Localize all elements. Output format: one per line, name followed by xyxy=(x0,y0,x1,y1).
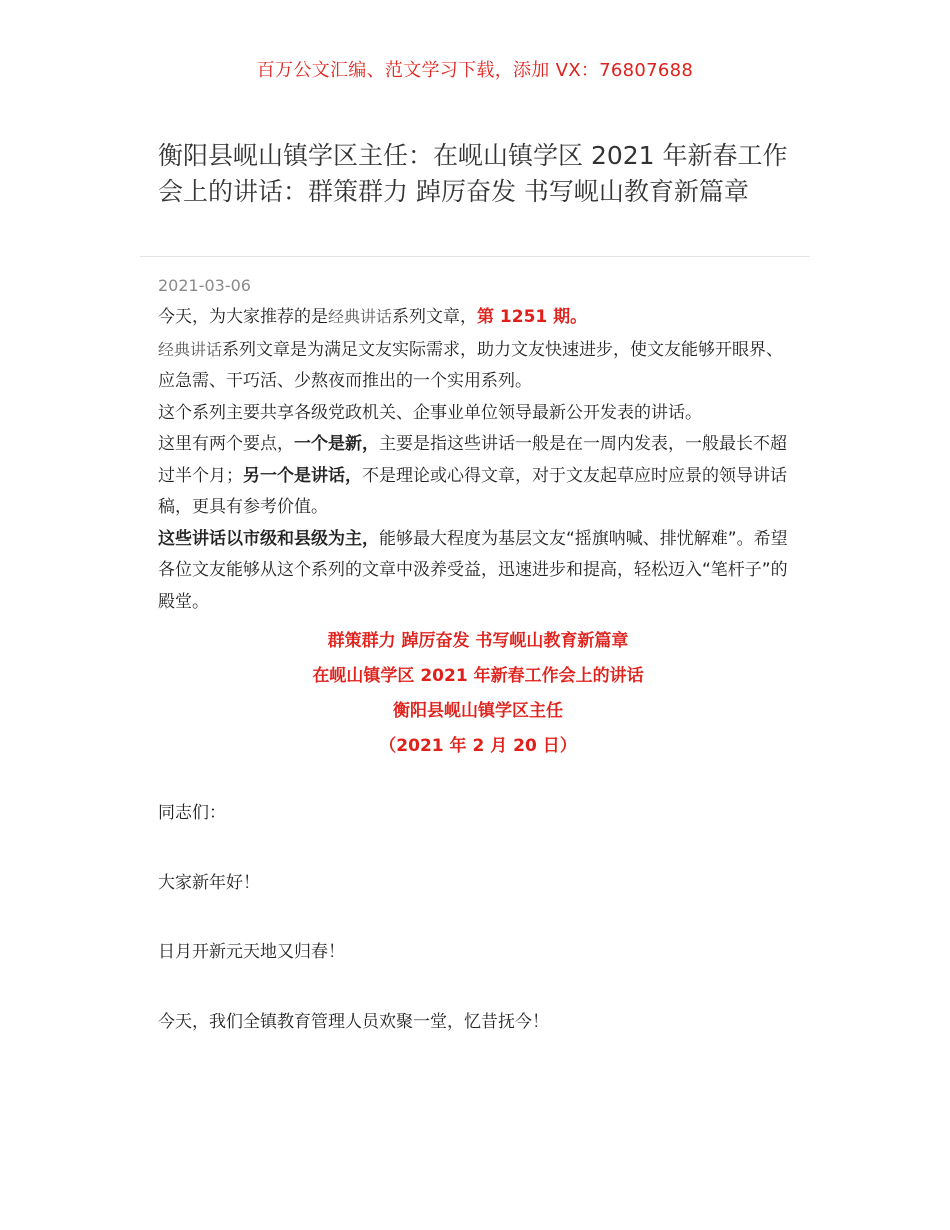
speech-title: 群策群力 踔厉奋发 书写岘山教育新篇章 xyxy=(327,631,629,651)
speech-line: 日月开新元天地又归春！ xyxy=(158,942,345,962)
emphasis-text: 这些讲话以市级和县级为主， xyxy=(158,528,379,549)
intro-paragraph-4 xyxy=(158,429,798,524)
series-name: 经典讲话 xyxy=(158,339,223,359)
intro-paragraph-1 xyxy=(158,301,798,334)
emphasis-text: 另一个是讲话， xyxy=(243,465,362,486)
publish-date: 2021-03-06 xyxy=(158,276,251,295)
intro-paragraph-2 xyxy=(158,334,798,398)
speaker: 衡阳县岘山镇学区主任 xyxy=(393,701,563,721)
speech-line: 今天，我们全镇教育管理人员欢聚一堂，忆昔抚今！ xyxy=(158,1012,549,1032)
intro-text: 不是理论或心得文章，对于文友起草应时应景的领导讲话稿，更具有参考价值。 xyxy=(158,465,787,517)
speech-line: 大家新年好！ xyxy=(158,873,260,893)
intro-paragraph-5 xyxy=(158,524,798,619)
issue-number: 第 1251 期。 xyxy=(477,307,588,327)
intro-text: 这里有两个要点， xyxy=(158,434,294,454)
speech-date: （2021 年 2 月 20 日） xyxy=(379,736,577,756)
intro-text: 今天，为大家推荐的是 xyxy=(158,307,328,327)
intro-text: 主要是指这些讲话一般是在一周内发表，一般最长不超过半个月； xyxy=(158,434,787,486)
intro-text: 系列文章是为满足文友实际需求，助力文友快速进步，使文友能够开眼界、应急需、干巧活、少熬夜而推出的一个实用系列。 xyxy=(158,339,784,391)
intro-paragraph-3: 这个系列主要共享各级党政机关、企事业单位领导最新公开发表的讲话。 xyxy=(158,402,702,423)
speech-subtitle: 在岘山镇学区 2021 年新春工作会上的讲话 xyxy=(312,666,644,686)
intro-text: 能够最大程度为基层文友“摇旗呐喊、排忧解难”。希望各位文友能够从这个系列的文章中汲养受益，迅速进步和提高，轻松迈入“笔杆子”的殿堂。 xyxy=(158,528,788,612)
series-name: 经典讲话 xyxy=(328,307,393,326)
speech-greeting: 同志们： xyxy=(158,803,226,823)
promo-banner: 百万公文汇编、范文学习下载，添加 VX：76807688 xyxy=(256,60,694,81)
emphasis-text: 一个是新， xyxy=(294,434,379,454)
speech-header xyxy=(158,624,798,764)
article-title: 衡阳县岘山镇学区主任：在岘山镇学区 2021 年新春工作会上的讲话：群策群力 踔厉奋发 书写岘山教育新篇章 xyxy=(158,141,788,206)
intro-text: 系列文章， xyxy=(392,307,478,327)
intro-section xyxy=(158,301,798,618)
title-divider xyxy=(140,256,810,257)
